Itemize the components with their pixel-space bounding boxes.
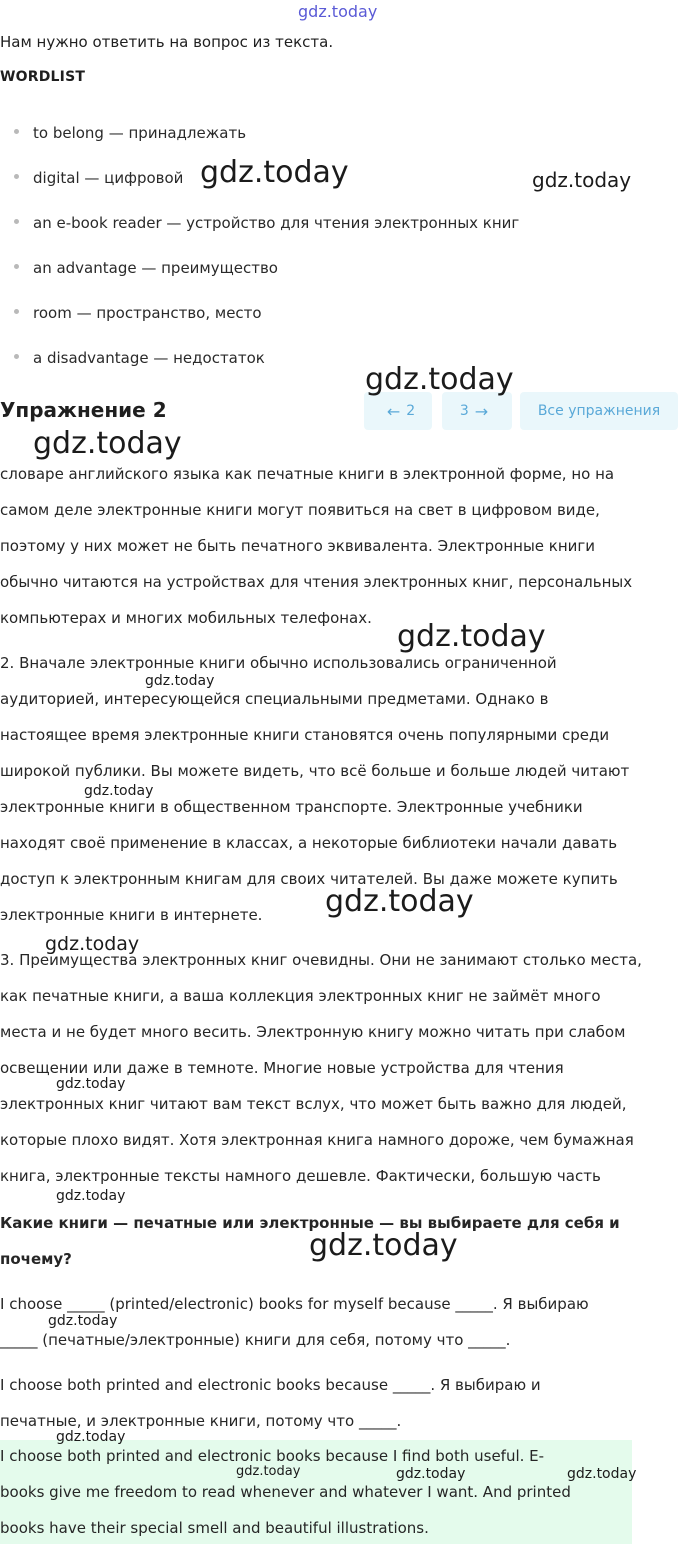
template-line: _____ (печатные/электронные) книги для себя, потому что _____. bbox=[0, 1331, 511, 1349]
next-exercise-button[interactable]: 3 → bbox=[442, 392, 512, 430]
text-line: самом деле электронные книги могут появиться на свет в цифровом виде, bbox=[0, 501, 600, 519]
bullet-icon bbox=[14, 219, 19, 224]
watermark: gdz.today bbox=[200, 155, 349, 190]
text-line: электронные книги в интернете. bbox=[0, 906, 263, 924]
text-line: которые плохо видят. Хотя электронная книга намного дороже, чем бумажная bbox=[0, 1131, 634, 1149]
answer-line: books have their special smell and beautiful illustrations. bbox=[0, 1519, 429, 1537]
text-line: широкой публики. Вы можете видеть, что всё больше и больше людей читают bbox=[0, 762, 630, 780]
question-line: Какие книги — печатные или электронные — вы выбираете для себя и bbox=[0, 1214, 620, 1232]
watermark: gdz.today bbox=[45, 933, 140, 955]
template-line: I choose _____ (printed/electronic) books for myself because _____. Я выбираю bbox=[0, 1295, 589, 1313]
text-line: настоящее время электронные книги становятся очень популярными среди bbox=[0, 726, 610, 744]
list-item: an advantage — преимущество bbox=[14, 259, 278, 277]
watermark: gdz.today bbox=[56, 1188, 126, 1204]
bullet-icon bbox=[14, 264, 19, 269]
watermark: gdz.today bbox=[397, 619, 546, 654]
text-line: аудиторией, интересующейся специальными предметами. Однако в bbox=[0, 690, 549, 708]
text-line: освещении или даже в темноте. Многие новые устройства для чтения bbox=[0, 1059, 564, 1077]
text-line: места и не будет много весить. Электронную книгу можно читать при слабом bbox=[0, 1023, 626, 1041]
text-line: как печатные книги, а ваша коллекция электронных книг не займёт много bbox=[0, 987, 601, 1005]
watermark: gdz.today bbox=[56, 1429, 126, 1445]
text-line: находят своё применение в классах, а некоторые библиотеки начали давать bbox=[0, 834, 618, 852]
exercise-title: Упражнение 2 bbox=[0, 398, 167, 422]
watermark: gdz.today bbox=[33, 426, 182, 461]
text-line: электронных книг читают вам текст вслух, что может быть важно для людей, bbox=[0, 1095, 627, 1113]
prev-exercise-button[interactable]: ← 2 bbox=[364, 392, 432, 430]
text-line: компьютерах и многих мобильных телефонах. bbox=[0, 609, 372, 627]
list-item: room — пространство, место bbox=[14, 304, 262, 322]
answer-line: I choose both printed and electronic books because I find both useful. E- bbox=[0, 1447, 545, 1465]
text-line: обычно читаются на устройствах для чтения электронных книг, персональных bbox=[0, 573, 633, 591]
arrow-right-icon: → bbox=[474, 401, 489, 421]
list-item: a disadvantage — недостаток bbox=[14, 349, 265, 367]
watermark: gdz.today bbox=[365, 362, 514, 397]
bullet-icon bbox=[14, 309, 19, 314]
template-line: печатные, и электронные книги, потому что _____. bbox=[0, 1412, 402, 1430]
text-line: словаре английского языка как печатные книги в электронной форме, но на bbox=[0, 465, 615, 483]
question-line: почему? bbox=[0, 1250, 72, 1268]
watermark: gdz.today bbox=[56, 1076, 126, 1092]
watermark: gdz.today bbox=[325, 884, 474, 919]
text-line: 2. Вначале электронные книги обычно использовались ограниченной bbox=[0, 654, 557, 672]
bullet-icon bbox=[14, 129, 19, 134]
intro-text: Нам нужно ответить на вопрос из текста. bbox=[0, 33, 334, 51]
text-line: поэтому у них может не быть печатного эквивалента. Электронные книги bbox=[0, 537, 596, 555]
list-item: to belong — принадлежать bbox=[14, 124, 246, 142]
watermark: gdz.today bbox=[84, 783, 154, 799]
list-item: an e-book reader — устройство для чтения электронных книг bbox=[14, 214, 519, 232]
watermark: gdz.today bbox=[396, 1466, 466, 1482]
watermark: gdz.today bbox=[145, 673, 215, 689]
text-line: 3. Преимущества электронных книг очевидны. Они не занимают столько места, bbox=[0, 951, 642, 969]
watermark-top: gdz.today bbox=[298, 2, 378, 21]
template-line: I choose both printed and electronic books because _____. Я выбираю и bbox=[0, 1376, 541, 1394]
watermark: gdz.today bbox=[48, 1313, 118, 1329]
list-item: digital — цифровой bbox=[14, 169, 183, 187]
watermark: gdz.today bbox=[567, 1466, 637, 1482]
wordlist-title: WORDLIST bbox=[0, 69, 86, 85]
text-line: книга, электронные тексты намного дешевле. Фактически, большую часть bbox=[0, 1167, 601, 1185]
arrow-left-icon: ← bbox=[386, 401, 401, 421]
text-line: электронные книги в общественном транспорте. Электронные учебники bbox=[0, 798, 583, 816]
watermark: gdz.today bbox=[309, 1228, 458, 1263]
watermark: gdz.today bbox=[532, 168, 632, 192]
bullet-icon bbox=[14, 354, 19, 359]
all-exercises-button[interactable]: Все упражнения bbox=[520, 392, 678, 430]
answer-line: books give me freedom to read whenever and whatever I want. And printed bbox=[0, 1483, 571, 1501]
bullet-icon bbox=[14, 174, 19, 179]
watermark: gdz.today bbox=[236, 1464, 301, 1479]
text-line: доступ к электронным книгам для своих читателей. Вы даже можете купить bbox=[0, 870, 618, 888]
